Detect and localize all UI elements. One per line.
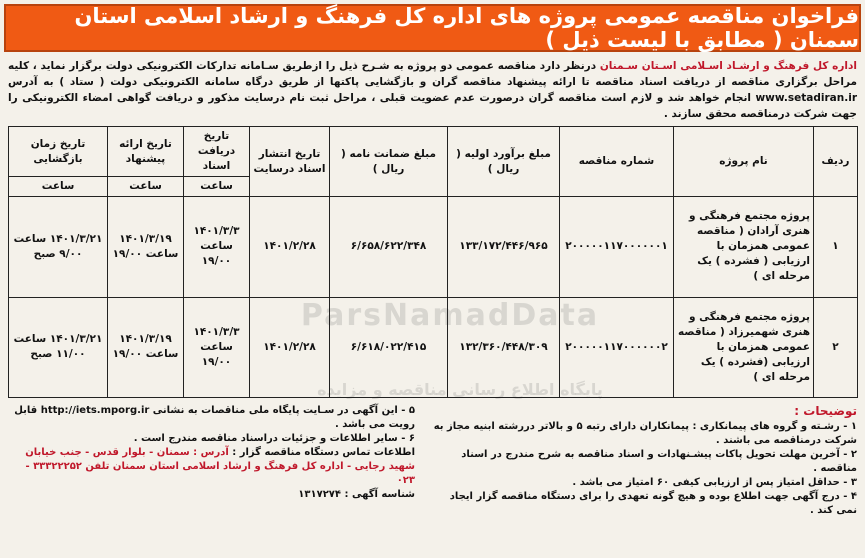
cell-guarantee: ۶/۶۵۸/۶۲۲/۳۴۸ [330,197,448,298]
note-item: ۴ - درج آگهی جهت اطلاع بوده و هیچ گونه تعهدی را برای دستگاه مناقصه گزار ایجاد نمی کند . [449,491,857,516]
contact-address: آدرس : سمنان - بلوار قدس - جنب خیابان شهید رجایی - اداره کل فرهنگ و ارشاد اسلامی استان سمنان تلفن ۳۳۳۲۲۲۵۲ - ۰۲۳ [25,447,415,486]
notes-title: توضیحات : [794,404,857,418]
cell-submit-date: ۱۴۰۱/۳/۱۹ ساعت ۱۹/۰۰ [108,297,184,398]
watermark-subtitle: پایگاه اطلاع رسانی مناقصه و مزایده [317,380,603,399]
cell-publish-date: ۱۴۰۱/۲/۲۸ [250,197,330,298]
note-5-suffix: قابل رویت می باشد . [14,405,415,430]
cell-project: پروژه مجتمع فرهنگی و هنری آرادان ( مناقصه عمومی همزمان با ارزیابی ( فشرده ) یک مرحله ای ) [674,197,814,298]
title-banner [4,4,861,52]
organization-name: اداره کل فرهنگ و ارشـاد اسـلامی اسـتان سـمنان [599,60,857,72]
watermark: ParsNamadData [300,298,600,333]
subheader-hour: ساعت [9,177,108,197]
header-estimate: مبلغ برآورد اولیه ( ریال ) [448,127,560,197]
cell-submit-date: ۱۴۰۱/۳/۱۹ ساعت ۱۹/۰۰ [108,197,184,298]
page-title: فراخوان مناقصه عمومی پروژه های اداره کل فرهنگ و ارشاد اسلامی استان سمنان ( مطابق با لیست ذیل ) [74,4,859,52]
cell-project: پروژه مجتمع فرهنگی و هنری شهمیرزاد ( مناقصه عمومی همزمان با ارزیابی (فشرده ) یک مرحله ای ) [674,297,814,398]
cell-row-number: ۲ [814,297,858,398]
table-row [9,197,858,298]
iets-link[interactable]: http://iets.mporg.ir [40,405,150,416]
note-item: ۱ - رشـته و گروه های پیمانکاری : پیمانکاران دارای رتبه ۵ و بالاتر دررشته ابنیه مجاز به شرکت درمناقصه می باشند . [433,421,857,446]
header-receive-date: تاریخ دریافت اسناد [184,127,250,177]
cell-publish-date: ۱۴۰۱/۲/۲۸ [250,297,330,398]
cell-guarantee: ۶/۶۱۸/۰۲۲/۴۱۵ [330,297,448,398]
note-5-text: ۵ - این آگهی در سـایت پایگاه ملی مناقصات به نشانی [152,405,415,416]
header-submit-date: تاریخ ارائه پیشنهاد [108,127,184,177]
subheader-hour: ساعت [184,177,250,197]
table-row [9,297,858,398]
intro-paragraph [8,58,857,122]
contact-info [8,446,415,488]
setad-url: www.setadiran.ir [755,92,857,104]
cell-tender-number: ۲۰۰۰۰۰۱۱۷۰۰۰۰۰۰۱ [560,197,674,298]
cell-estimate: ۱۳۲/۳۶۰/۴۴۸/۳۰۹ [448,297,560,398]
cell-tender-number: ۲۰۰۰۰۰۱۱۷۰۰۰۰۰۰۲ [560,297,674,398]
note-item [8,404,415,432]
cell-open-date: ۱۴۰۱/۳/۲۱ ساعت ۱۱/۰۰ صبح [9,297,108,398]
cell-receive-date: ۱۴۰۱/۳/۳ ساعت ۱۹/۰۰ [184,197,250,298]
header-tender-number: شماره مناقصه [560,127,674,197]
subheader-hour: ساعت [108,177,184,197]
note-item: ۶ - سایر اطلاعات و جزئیات دراسناد مناقصه مندرج است . [133,433,415,444]
tender-table [8,126,858,398]
header-guarantee: مبلغ ضمانت نامه ( ریال ) [330,127,448,197]
notes-column-left [8,404,415,502]
table-header-row [9,127,858,177]
notes-column-right [427,404,857,518]
cell-receive-date: ۱۴۰۱/۳/۳ ساعت ۱۹/۰۰ [184,297,250,398]
notes-section [8,404,857,554]
cell-estimate: ۱۳۳/۱۷۲/۴۴۶/۹۶۵ [448,197,560,298]
cell-open-date: ۱۴۰۱/۳/۲۱ ساعت ۹/۰۰ صبح [9,197,108,298]
intro-text-1: درنظر دارد مناقصه عمومی دو پروژه به شـرح ذیل را ازطریق سـامانه تدارکات الکترونیکی دولت برگزار نماید ، کلیه مراحل برگزاری مناقصه از دریافت اسناد مناقصه تا ارائه پیشنهاد مناقصه گران و بازگشایی پاکتها از طریق درگاه سامانه الکترونیکی دولت ( ستاد ) به آدرس [8,60,857,88]
ad-identifier: شناسه آگهی : ۱۳۱۷۲۷۴ [298,489,415,500]
contact-label: اطلاعات تماس دستگاه مناقصه گزار : [232,447,415,458]
header-open-date: تاریخ زمان بازگشایی [9,127,108,177]
header-row-number: ردیف [814,127,858,197]
note-item: ۳ - حداقل امتیاز پس از ارزیابی کیفی ۶۰ امتیاز می باشد . [572,477,857,488]
cell-row-number: ۱ [814,197,858,298]
intro-text-2: انجام خواهد شد و لازم است مناقصه گران درصورت عدم عضویت قبلی ، مراحل ثبت نام درسایت مذکور و دریافت گواهی امضاء الکترونیکی را جهت شرکت درمناقصه محقق سازند . [8,92,857,120]
note-item: ۲ - آخرین مهلت تحویل پاکات پیشـنهادات و اسناد مناقصه به شرح مندرج در اسناد مناقصه . [461,449,857,474]
header-project: نام پروژه [674,127,814,197]
header-publish-date: تاریخ انتشار اسناد درسایت [250,127,330,197]
